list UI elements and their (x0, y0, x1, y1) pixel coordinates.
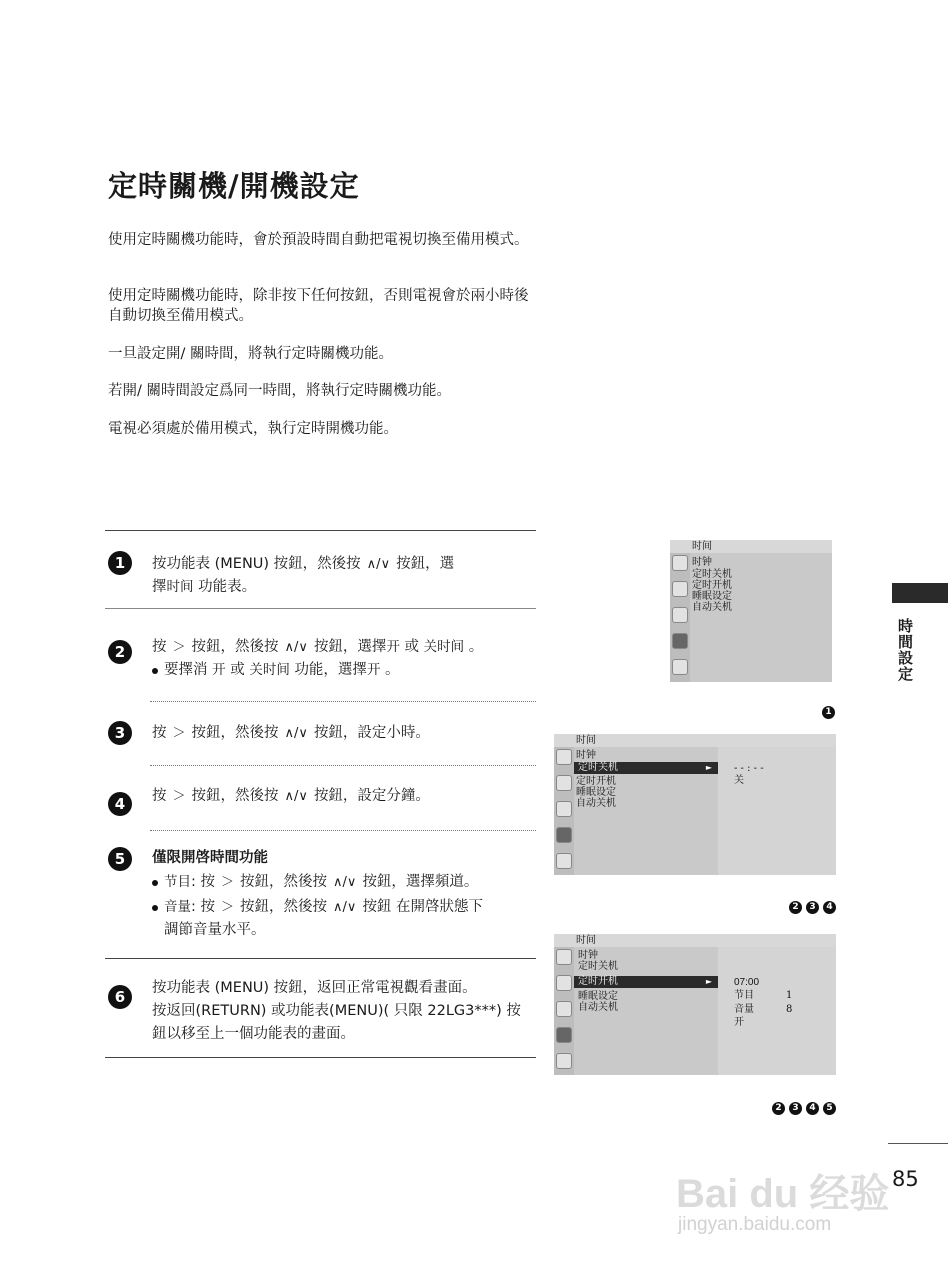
menu-icon-column (554, 947, 574, 1075)
divider (150, 830, 536, 831)
right-arrow-icon: ＞ (221, 875, 235, 890)
divider (105, 530, 536, 531)
program-label: 节目 (164, 874, 191, 890)
page-number: 85 (892, 1167, 919, 1191)
step-text: 鈕以移至上一個功能表的畫面。 (152, 1026, 355, 1042)
menu-item: 时钟 (578, 950, 598, 961)
audio-icon (556, 775, 572, 791)
program-label: 节目 (734, 990, 754, 1001)
clock-icon (556, 1027, 572, 1043)
divider (105, 958, 536, 959)
step-caption-number: 1 (822, 706, 835, 719)
step-text: 按鈕，設定小時。 (313, 725, 430, 741)
tv-menu-screenshot (554, 934, 836, 1075)
menu-title: 时间 (670, 540, 832, 553)
up-down-arrow-icon: ∧/∨ (284, 640, 308, 655)
step-text: 按 (152, 639, 167, 655)
right-triangle-icon: ► (705, 977, 712, 986)
step-text: 按鈕，然後按 (191, 788, 279, 804)
channel-icon (556, 801, 572, 817)
step-text: : 按 (191, 899, 215, 915)
option-on: 开 (212, 662, 226, 678)
step-text: 按 (152, 788, 167, 804)
channel-icon (672, 607, 688, 623)
step-text: 按鈕，選擇 (313, 639, 387, 655)
step-text: 按鈕，然後按 (191, 725, 279, 741)
menu-title: 时间 (554, 734, 836, 747)
step-text: 按鈕，然後按 (191, 639, 279, 655)
up-down-arrow-icon: ∧/∨ (333, 900, 357, 915)
up-down-arrow-icon: ∧/∨ (284, 726, 308, 741)
tv-menu-screenshot (554, 734, 836, 875)
step-number: 5 (108, 847, 132, 871)
menu-icon-column (554, 747, 574, 875)
menu-item: 定时开机 (576, 776, 616, 787)
step-text: 。 (385, 662, 400, 678)
step-5-text (152, 847, 536, 941)
step-text: 要擇消 (164, 662, 208, 678)
menu-value-panel (718, 947, 836, 1075)
selected-label: 定时关机 (578, 762, 618, 773)
audio-icon (672, 581, 688, 597)
step-number: 1 (108, 551, 132, 575)
right-arrow-icon: ＞ (172, 640, 186, 655)
menu-item: 定时开机 (692, 580, 732, 591)
option-on: 开 (366, 662, 381, 678)
step-caption-number: 3 (806, 901, 819, 914)
option-icon (672, 659, 688, 675)
step-text: 按鈕，然後按 (240, 874, 328, 890)
up-down-arrow-icon: ∧/∨ (333, 875, 357, 890)
right-arrow-icon: ＞ (221, 900, 235, 915)
up-down-arrow-icon: ∧/∨ (366, 557, 391, 572)
step-text: 或 (404, 639, 420, 655)
menu-item: 睡眠设定 (692, 591, 732, 602)
clock-icon (556, 827, 572, 843)
intro-paragraph: 若開/ 關時間設定爲同一時間，將執行定時關機功能。 (108, 383, 451, 399)
option-on: 开 (386, 639, 400, 655)
menu-item: 时钟 (576, 750, 596, 761)
step-text: 按功能表 (MENU) 按鈕，然後按 (152, 556, 361, 572)
up-down-arrow-icon: ∧/∨ (284, 789, 308, 804)
step-caption-number: 4 (806, 1102, 819, 1115)
audio-icon (556, 975, 572, 991)
state-value: 关 (734, 775, 744, 786)
volume-label: 音量 (734, 1004, 754, 1015)
menu-item: 自动关机 (576, 798, 616, 809)
step-text: 功能，選擇 (294, 662, 367, 678)
menu-item-selected (574, 976, 718, 988)
menu-item: 睡眠设定 (576, 787, 616, 798)
time-value: - - : - - (734, 763, 764, 774)
menu-name: 时间 (166, 579, 194, 595)
option-icon (556, 1053, 572, 1069)
step-text: 調節音量水平。 (164, 922, 266, 938)
step-1-text (152, 553, 536, 598)
step-number: 4 (108, 792, 132, 816)
volume-label: 音量 (164, 899, 191, 915)
step-caption-number: 5 (823, 1102, 836, 1115)
menu-item: 时钟 (692, 557, 712, 568)
divider (150, 765, 536, 766)
menu-value-panel (718, 747, 836, 875)
step-3-text (152, 722, 536, 745)
intro-paragraph: 電視必須處於備用模式，執行定時開機功能。 (108, 421, 398, 437)
step-caption-number: 2 (772, 1102, 785, 1115)
divider (150, 701, 536, 702)
time-value: 07:00 (734, 977, 760, 988)
step-number: 3 (108, 721, 132, 745)
program-value: 1 (786, 990, 793, 1001)
step-caption-number: 4 (823, 901, 836, 914)
step-6-text (152, 977, 536, 1046)
intro-paragraph: 一旦設定開/ 關時間，將執行定時關機功能。 (108, 346, 393, 362)
menu-item: 自动关机 (692, 602, 732, 613)
step-text: : 按 (191, 874, 215, 890)
step-heading: 僅限開啓時間功能 (152, 850, 268, 866)
divider (105, 608, 536, 609)
option-off-time: 关时间 (423, 639, 465, 655)
page-title: 定時關機/開機設定 (108, 169, 360, 203)
step-caption-number: 2 (789, 901, 802, 914)
step-caption-number: 3 (789, 1102, 802, 1115)
right-arrow-icon: ＞ (172, 726, 186, 741)
intro-paragraph: 使用定時關機功能時，除非按下任何按鈕，否則電視會於兩小時後自動切換至備用模式。 (108, 288, 529, 324)
option-off-time: 关时间 (249, 662, 290, 678)
step-4-text (152, 785, 536, 808)
right-arrow-icon: ＞ (172, 789, 186, 804)
baidu-watermark (676, 1138, 896, 1248)
watermark-url: jingyan.baidu.com (678, 1214, 832, 1235)
menu-item: 定时关机 (692, 569, 732, 580)
step-text: 按功能表 (MENU) 按鈕，返回正常電視觀看畫面。 (152, 980, 477, 996)
option-icon (556, 853, 572, 869)
menu-title: 时间 (554, 934, 836, 947)
menu-item-selected (574, 762, 718, 774)
step-text: 按鈕，設定分鐘。 (313, 788, 430, 804)
channel-icon (556, 1001, 572, 1017)
step-number: 6 (108, 985, 132, 1009)
step-text: 按鈕，選 (396, 556, 455, 572)
clock-icon (672, 633, 688, 649)
divider (888, 1143, 948, 1144)
menu-item: 睡眠设定 (578, 991, 618, 1002)
step-2-text (152, 636, 536, 681)
step-text: 擇 (152, 579, 167, 595)
watermark-brand: Bai du 经验 (676, 1172, 890, 1216)
picture-icon (556, 749, 572, 765)
right-triangle-icon: ► (705, 763, 712, 772)
menu-item: 定时关机 (578, 961, 618, 972)
tv-menu-screenshot (670, 540, 832, 682)
section-label: 時間設定 (896, 618, 914, 682)
step-text: 按鈕 在開啓狀態下 (362, 899, 484, 915)
step-text: 功能表。 (193, 579, 257, 595)
divider (105, 1057, 536, 1058)
section-tab (892, 583, 948, 603)
menu-icon-column (670, 553, 690, 682)
step-number: 2 (108, 640, 132, 664)
step-text: 按鈕，然後按 (240, 899, 328, 915)
step-text: 按 (152, 725, 167, 741)
selected-label: 定时开机 (578, 976, 618, 987)
volume-value: 8 (786, 1004, 793, 1015)
step-text: 或 (230, 662, 245, 678)
step-text: 按返回(RETURN) 或功能表(MENU)( 只限 22LG3***) 按 (152, 1003, 521, 1019)
picture-icon (672, 555, 688, 571)
step-text: 按鈕，選擇頻道。 (362, 874, 479, 890)
step-text: 。 (468, 639, 484, 655)
state-value: 开 (734, 1017, 744, 1028)
intro-paragraph: 使用定時關機功能時，會於預設時間自動把電視切換至備用模式。 (108, 232, 529, 248)
menu-item: 自动关机 (578, 1002, 618, 1013)
picture-icon (556, 949, 572, 965)
